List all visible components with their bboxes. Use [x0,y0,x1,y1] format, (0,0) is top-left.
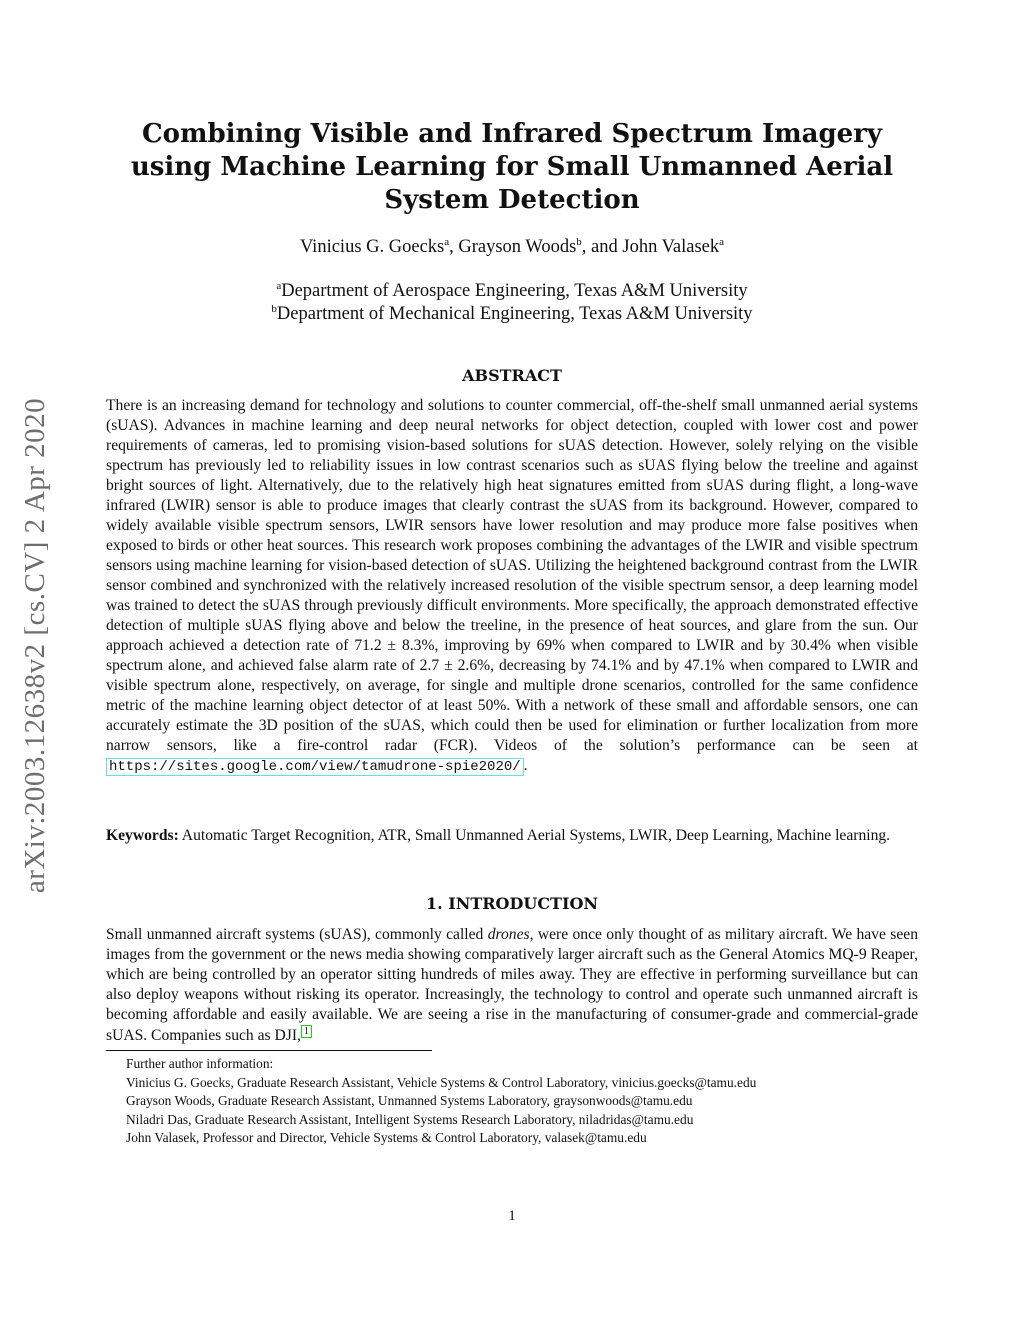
affiliation-text: Department of Mechanical Engineering, Texas A&M University [276,304,753,325]
intro-text-cont: , were once only thought of as military aircraft. We have seen images from the government or the news media showing comparatively larger aircraft such as the General Atomics MQ-9 Reaper, which are being controlled by an operator sitting hundreds of miles away. They are effective in performing surveillance but can also deploy weapons without risking its operator. Increasingly, the technology to control and operate such unmanned aircraft is becoming affordable and easily available. We are seeing a rise in the manufacturing of consumer-grade and commercial-grade sUAS. Companies such as DJI, [106,926,918,1045]
author-name: John Valasek [622,237,720,258]
keywords-text: Automatic Target Recognition, ATR, Small Unmanned Aerial Systems, LWIR, Deep Learning, Machine learning. [178,827,891,844]
introduction-body [106,925,918,1046]
author-affiliation-mark: a [444,236,450,248]
footnote-divider [106,1050,432,1051]
footnote-link[interactable]: 1 [301,1025,312,1038]
footnote-line: Niladri Das, Graduate Research Assistant, Intelligent Systems Research Laboratory, niladridas@tamu.edu [126,1111,694,1127]
abstract-body [106,396,918,777]
affiliation [150,303,874,325]
video-link[interactable]: https://sites.google.com/view/tamudrone-spie2020/ [106,758,524,776]
intro-emphasis: drones [487,926,530,943]
author-separator: , [449,237,459,258]
abstract-end: . [523,757,528,774]
affiliation [150,280,874,302]
page-number: 1 [508,1208,516,1224]
author-name: Grayson Woods [458,237,577,258]
footnote-line: Further author information: [126,1056,274,1071]
footnote-line: John Valasek, Professor and Director, Vehicle Systems & Control Laboratory, valasek@tamu.edu [126,1130,647,1146]
intro-text: Small unmanned aircraft systems (sUAS), commonly called [106,926,488,943]
author-name: Vinicius G. Goecks [299,237,445,258]
arxiv-stamp [14,360,58,930]
keywords [106,826,918,846]
affiliation-mark: b [271,303,277,315]
section-heading-introduction: 1. INTRODUCTION [425,894,599,913]
author-affiliation-mark: b [576,236,582,248]
footnote-line: Grayson Woods, Graduate Research Assistant, Unmanned Systems Laboratory, graysonwoods@tamu.edu [126,1093,693,1109]
author-affiliation-mark: a [719,236,725,248]
footnote-line: Vinicius G. Goecks, Graduate Research Assistant, Vehicle Systems & Control Laboratory, vinicius.goecks@tamu.edu [126,1074,757,1090]
author-list [150,236,874,258]
affiliation-text: Department of Aerospace Engineering, Texas A&M University [281,281,748,302]
abstract-heading: ABSTRACT [462,366,562,385]
paper-title: Combining Visible and Infrared Spectrum Imagery using Machine Learning for Small Unmanned Aerial System Detection [130,119,894,215]
author-separator: , and [581,237,623,258]
keywords-label: Keywords: [106,827,179,844]
affiliation-mark: a [276,280,282,292]
footnotes [126,1055,926,1148]
abstract-text: There is an increasing demand for technology and solutions to counter commercial, off-the-shelf small unmanned aerial systems (sUAS). Advances in machine learning and deep neural networks for object detection, coupled with lower cost and power requirements of cameras, led to promising vision-based solutions for sUAS detection. However, solely relying on the visible spectrum has previously led to reliability issues in low contrast scenarios such as sUAS flying below the treeline and against bright sources of light. Alternatively, due to the relatively high heat signatures emitted from sUAS during flight, a long-wave infrared (LWIR) sensor is able to produce images that clearly contrast the sUAS from its background. However, compared to widely available visible spectrum sensors, LWIR sensors have lower resolution and may produce more false positives when exposed to birds or other heat sources. This research work proposes combining the advantages of the LWIR and visible spectrum sensors using machine learning for vision-based detection of sUAS. Utilizing the heightened background contrast from the LWIR sensor combined and synchronized with the relatively increased resolution of the visible spectrum sensor, a deep learning model was trained to detect the sUAS through previously difficult environments. More specifically, the approach demonstrated effective detection of multiple sUAS flying above and below the treeline, in the presence of heat sources, and glare from the sun. Our approach achieved a detection rate of 71.2 ± 8.3%, improving by 69% when compared to LWIR and by 30.4% when visible spectrum alone, and achieved false alarm rate of 2.7 ± 2.6%, decreasing by 74.1% and by 47.1% when compared to LWIR and visible spectrum alone, respectively, on average, for single and multiple drone scenarios, controlled for the same confidence metric of the machine learning object detector of at least 50%. With a network of these small and affordable sensors, one can accurately estimate the 3D position of the sUAS, which could then be used for elimination or further localization from more narrow sensors, like a fire-control radar (FCR). Videos of the solution’s performance can be seen at [106,397,918,754]
arxiv-id: arXiv:2003.12638v2 [cs.CV] 2 Apr 2020 [19,397,52,893]
